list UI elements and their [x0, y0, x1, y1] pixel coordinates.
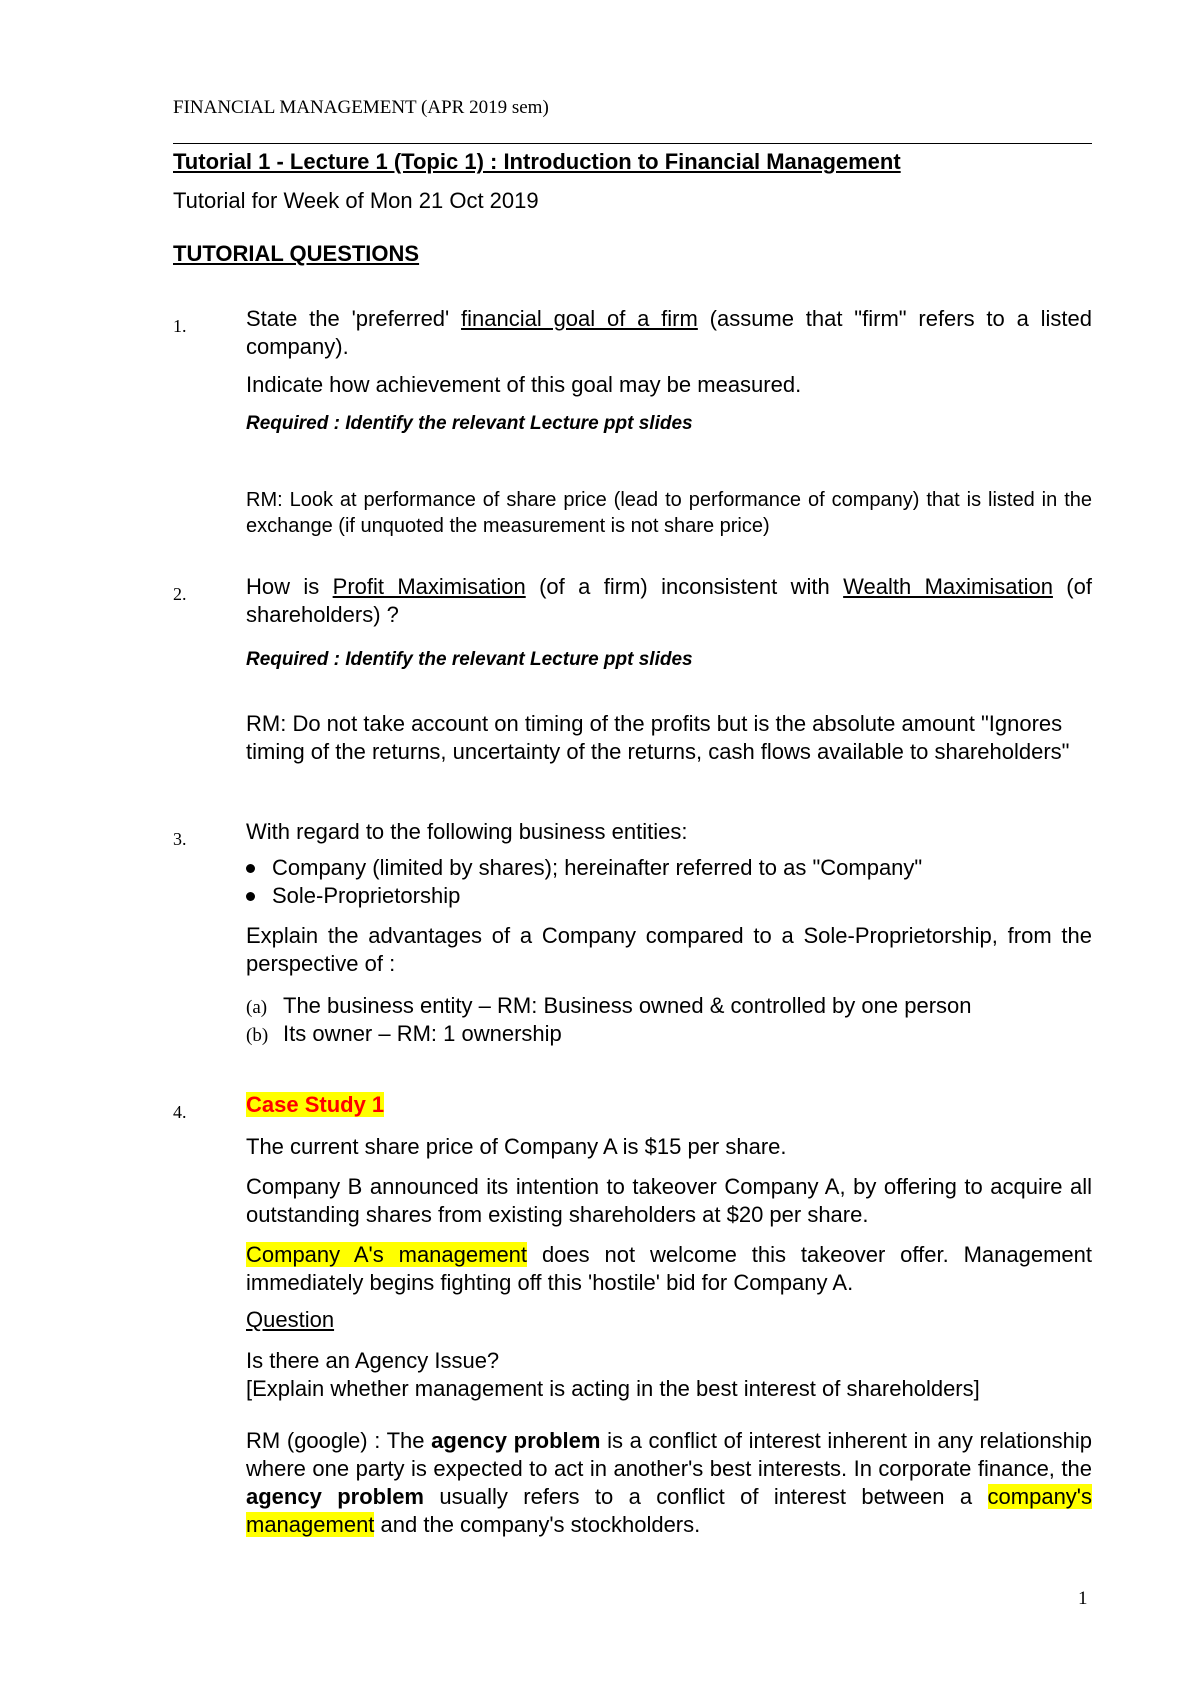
question-label: Question — [246, 1307, 335, 1332]
case-study-p1: The current share price of Company A is $15 per share. — [246, 1134, 787, 1159]
list-item: Company (limited by shares); hereinafter referred to as "Company" — [246, 855, 922, 881]
question-4-answer: RM (google) : The agency problem is a conflict of interest inherent in any relationship where one party is expected to act in another's best interests. In corporate finance, the agency problem usually refers to a conflict of interest between a company's management and the company's stockholders. — [246, 1428, 1092, 1537]
section-heading: TUTORIAL QUESTIONS — [173, 241, 420, 266]
wealth-maximisation-term: Wealth Maximisation — [843, 574, 1053, 599]
question-4-number: 4. — [173, 1102, 187, 1122]
question-4-line1: Is there an Agency Issue? — [246, 1348, 500, 1373]
highlighted-text: Company A's management — [246, 1242, 528, 1267]
document-title: Tutorial 1 - Lecture 1 (Topic 1) : Introduction to Financial Management — [173, 149, 901, 174]
header-rule — [173, 143, 1092, 144]
question-3-intro: With regard to the following business entities: — [246, 819, 688, 844]
bullet-icon — [246, 864, 255, 873]
question-2-answer: RM: Do not take account on timing of the profits but is the absolute amount "Ignores timing of the returns, uncertainty of the returns, cash flows available to shareholders" — [246, 711, 1070, 764]
profit-maximisation-term: Profit Maximisation — [332, 574, 526, 599]
running-header: FINANCIAL MANAGEMENT (APR 2019 sem) — [173, 97, 549, 118]
case-study-title: Case Study 1 — [246, 1092, 385, 1117]
question-2-number: 2. — [173, 584, 187, 604]
case-study-p3: Company A's management does not welcome this takeover offer. Management immediately begins fighting off this 'hostile' bid for Company A. — [246, 1242, 1093, 1295]
case-study-p2: Company B announced its intention to takeover Company A, by offering to acquire all outstanding shares from existing shareholders at $20 per share. — [246, 1174, 1092, 1227]
question-3-number: 3. — [173, 829, 187, 849]
bullet-icon — [246, 892, 255, 901]
list-item: Sole-Proprietorship — [246, 883, 460, 909]
question-1-text: State the 'preferred' financial goal of a firm (assume that "firm" refers to a listed company). — [246, 306, 1092, 359]
question-1-measure: Indicate how achievement of this goal may be measured. — [246, 372, 802, 397]
question-3-part-b: (b) Its owner – RM: 1 ownership — [246, 1021, 562, 1046]
document-subtitle: Tutorial for Week of Mon 21 Oct 2019 — [173, 188, 539, 213]
question-1-required: Required : Identify the relevant Lecture ppt slides — [246, 413, 693, 434]
question-1-number: 1. — [173, 316, 187, 336]
question-3-explain: Explain the advantages of a Company compared to a Sole-Proprietorship, from the perspective of : — [246, 923, 1092, 976]
question-3-part-a: (a) The business entity – RM: Business owned & controlled by one person — [246, 993, 972, 1018]
question-2-text: How is Profit Maximisation (of a firm) inconsistent with Wealth Maximisation (of shareholders) ? — [246, 574, 1092, 627]
highlighted-text: company's management — [246, 1484, 1092, 1537]
financial-goal-term: financial goal of a firm — [461, 306, 698, 331]
question-4-line2: [Explain whether management is acting in the best interest of shareholders] — [246, 1376, 980, 1401]
question-2-required: Required : Identify the relevant Lecture ppt slides — [246, 649, 693, 670]
page-number: 1 — [1078, 1588, 1088, 1609]
question-1-answer: RM: Look at performance of share price (lead to performance of company) that is listed in the exchange (if unquoted the measurement is not share price) — [246, 489, 1092, 537]
